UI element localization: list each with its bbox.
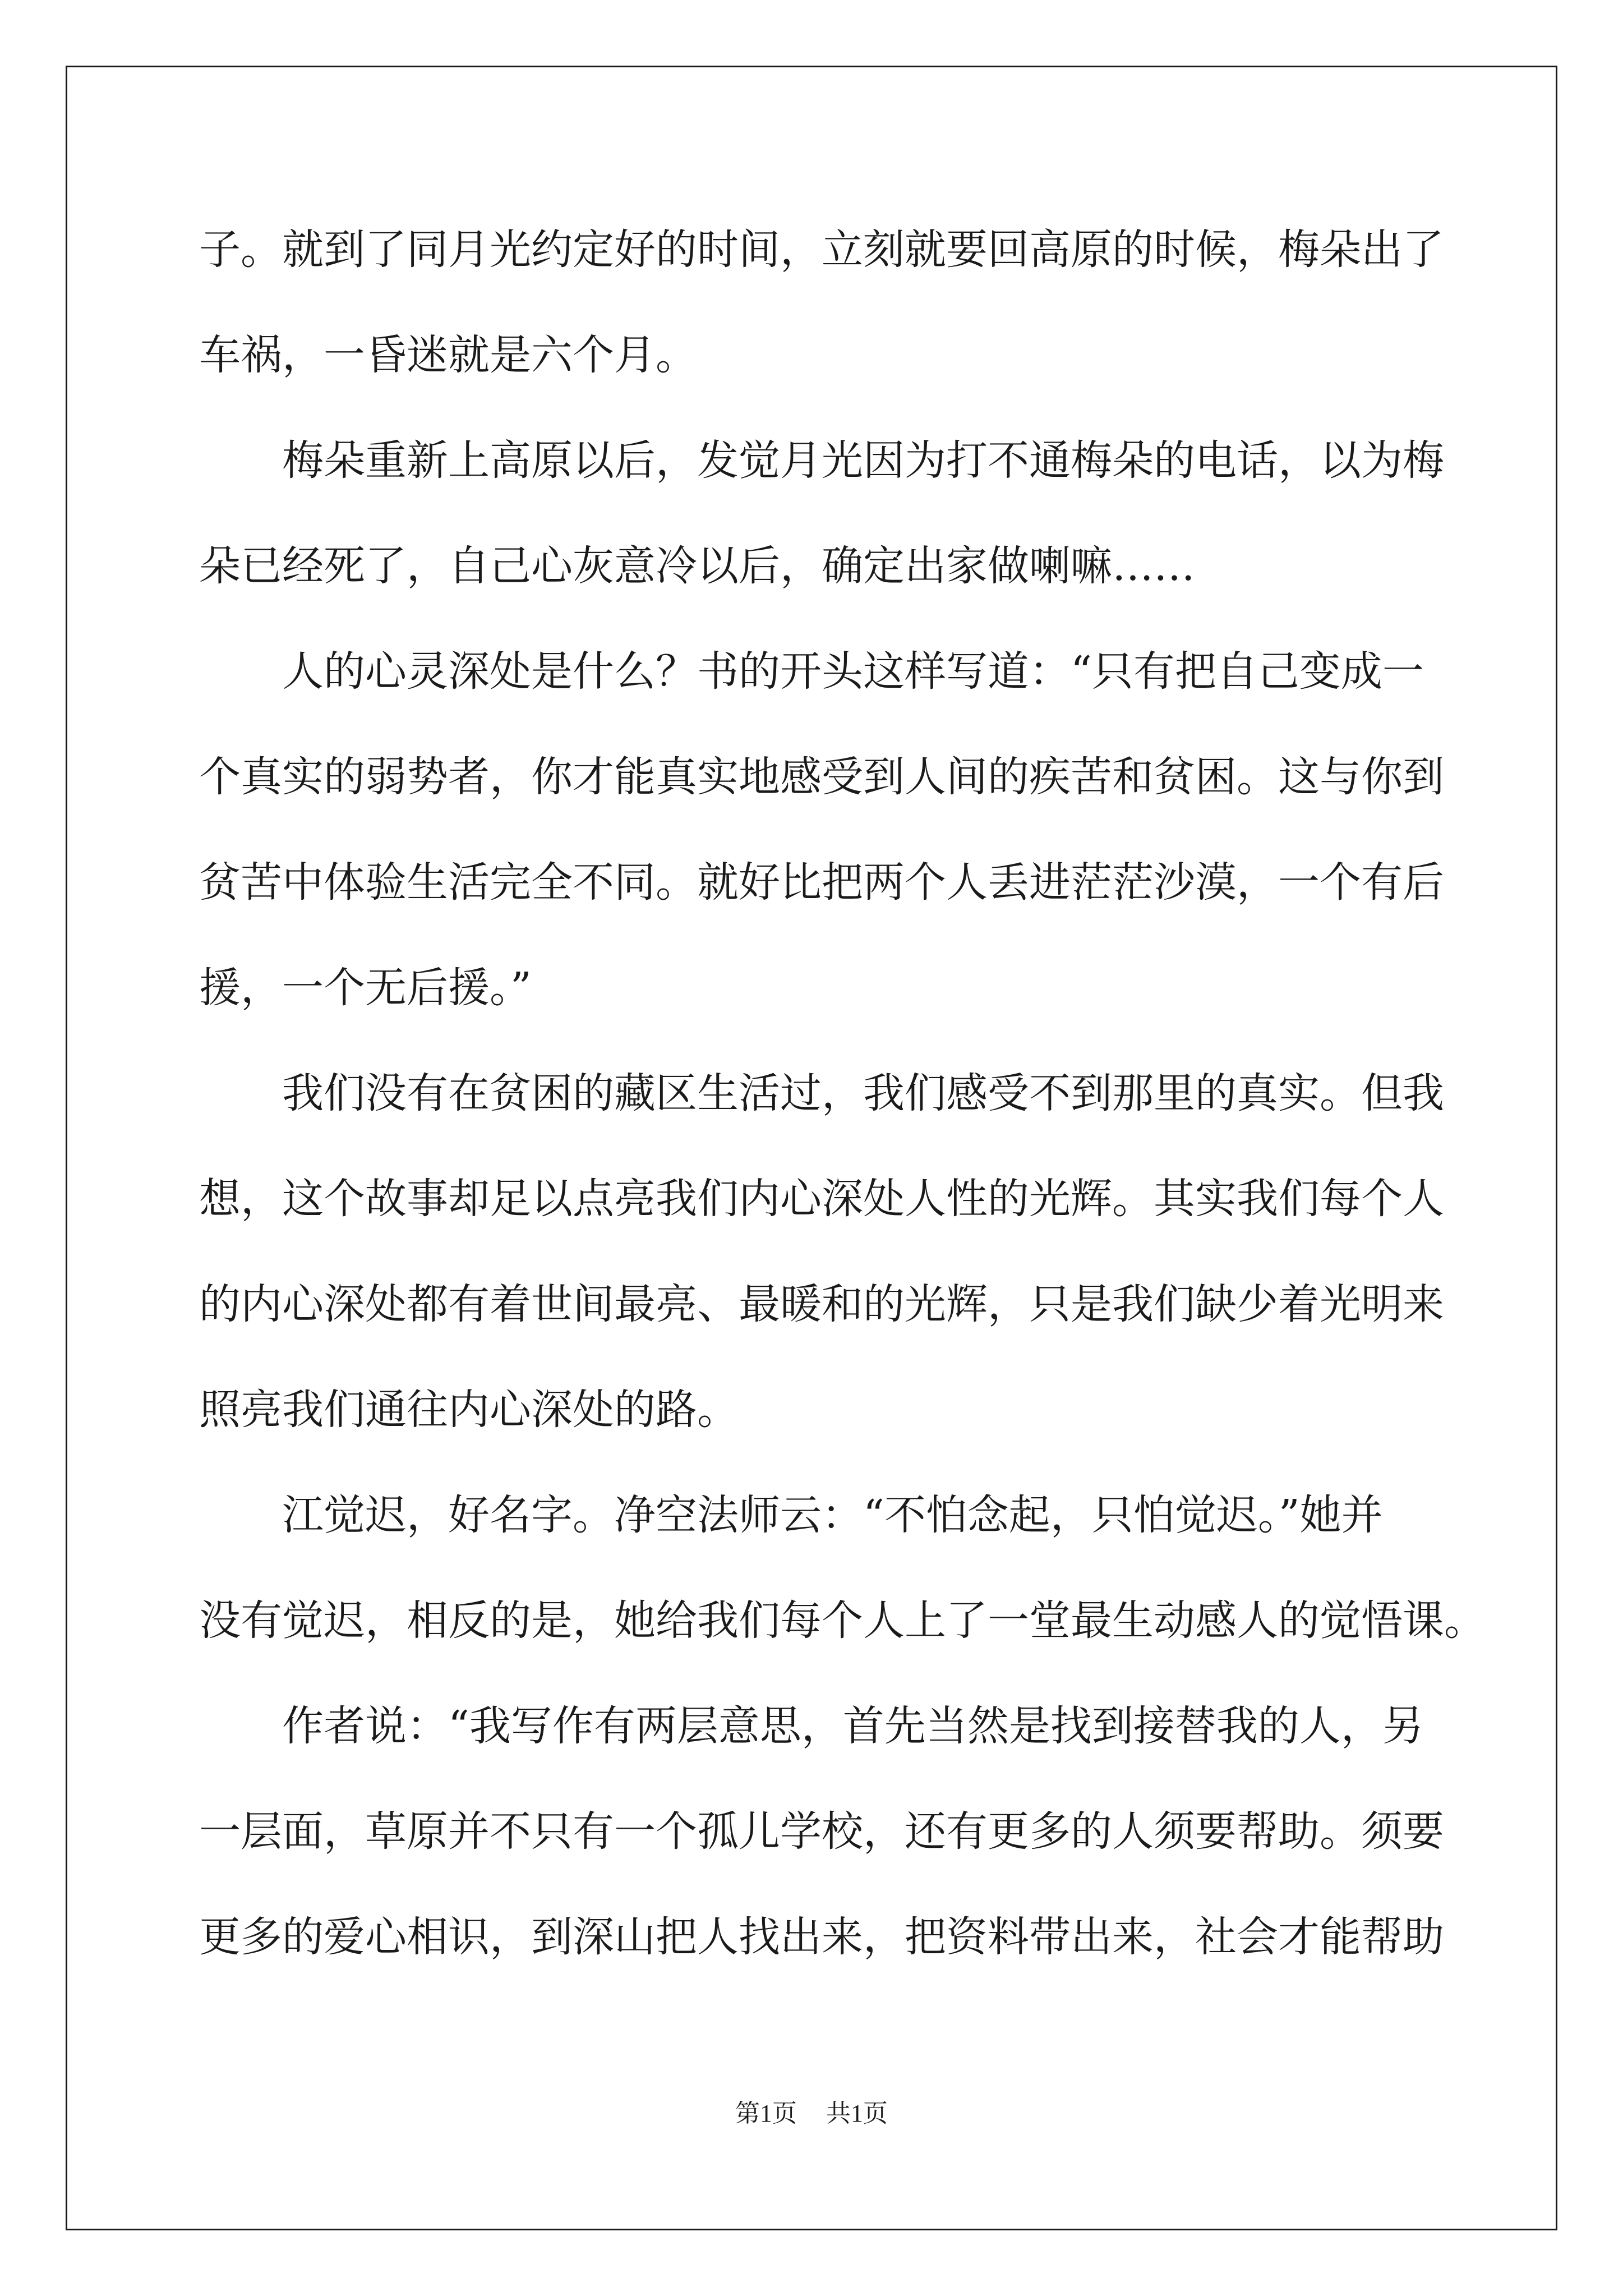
paragraph-start-line: 人的心灵深处是什么？书的开头这样写道：“只有把自己变成一 [282, 647, 1424, 696]
text-line: 子。就到了同月光约定好的时间，立刻就要回高原的时候，梅朵出了 [199, 226, 1444, 274]
text-line: 个真实的弱势者，你才能真实地感受到人间的疾苦和贫困。这与你到 [199, 753, 1444, 801]
text-line: 照亮我们通往内心深处的路。 [199, 1386, 739, 1434]
page-number: 第1页 [735, 2100, 797, 2127]
text-line: 朵已经死了，自己心灰意冷以后，确定出家做喇嘛…… [199, 542, 1195, 590]
text-line: 没有觉迟，相反的是，她给我们每个人上了一堂最生动感人的觉悟课。 [199, 1596, 1486, 1645]
paragraph-start-line: 作者说：“我写作有两层意思，首先当然是找到接替我的人，另 [282, 1702, 1424, 1750]
text-line: 车祸，一昏迷就是六个月。 [199, 331, 697, 379]
page-total: 共1页 [826, 2100, 888, 2127]
paragraph-start-line: 江觉迟，好名字。净空法师云：“不怕念起，只怕觉迟。”她并 [282, 1491, 1383, 1539]
text-line: 贫苦中体验生活完全不同。就好比把两个人丢进茫茫沙漠，一个有后 [199, 858, 1444, 907]
text-line: 援，一个无后援。” [199, 964, 532, 1012]
page-border [66, 66, 1557, 2230]
text-line: 的内心深处都有着世间最亮、最暖和的光辉，只是我们缺少着光明来 [199, 1280, 1444, 1328]
text-line: 想，这个故事却足以点亮我们内心深处人性的光辉。其实我们每个人 [199, 1175, 1444, 1223]
paragraph-start-line: 梅朵重新上高原以后，发觉月光因为打不通梅朵的电话，以为梅 [282, 436, 1444, 485]
paragraph-start-line: 我们没有在贫困的藏区生活过，我们感受不到那里的真实。但我 [282, 1069, 1444, 1117]
text-line: 更多的爱心相识，到深山把人找出来，把资料带出来，社会才能帮助 [199, 1913, 1444, 1961]
page-footer [0, 2101, 1623, 2126]
text-line: 一层面，草原并不只有一个孤儿学校，还有更多的人须要帮助。须要 [199, 1807, 1444, 1856]
